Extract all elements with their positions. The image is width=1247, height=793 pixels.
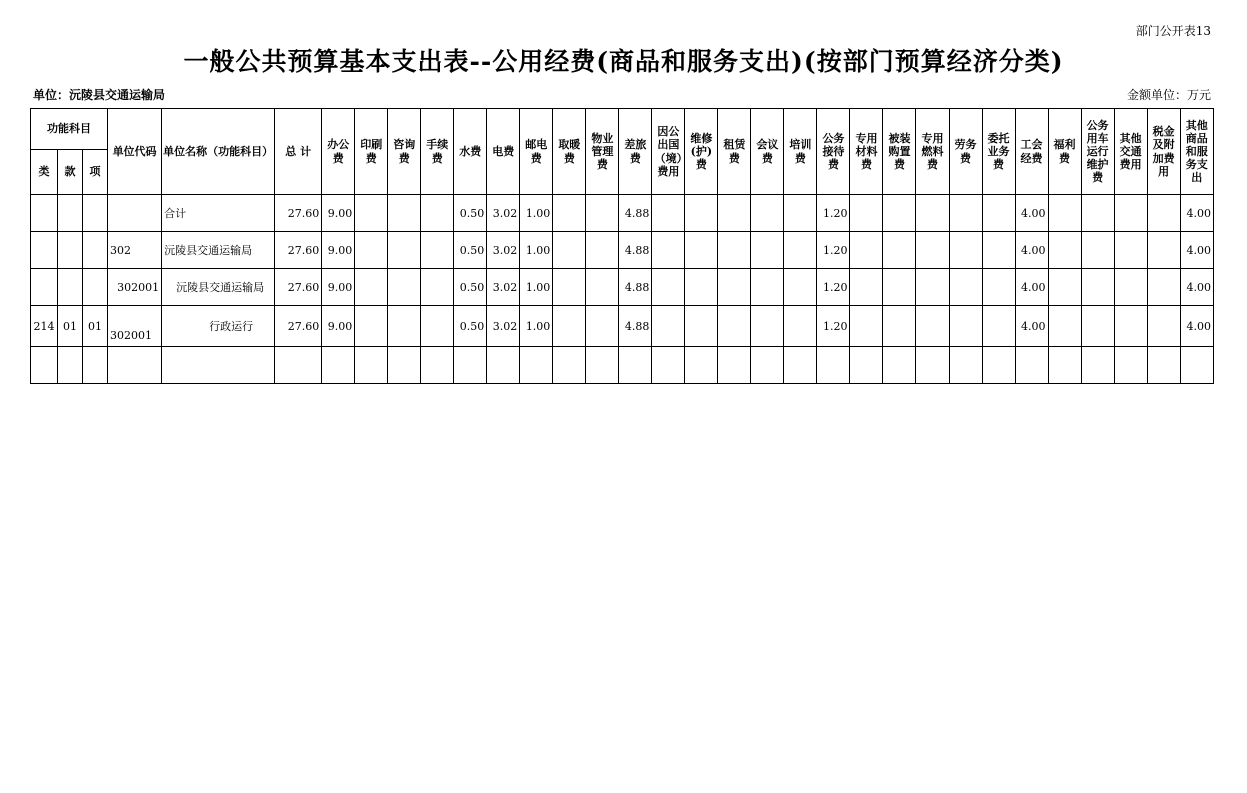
cell-value (553, 347, 586, 384)
header-total: 总 计 (275, 109, 322, 195)
cell-value: 9.00 (322, 195, 355, 232)
cell-value (751, 347, 784, 384)
cell-value (718, 269, 751, 306)
cell-value: 3.02 (487, 232, 520, 269)
table-row (31, 195, 1214, 232)
cell-value (1114, 269, 1147, 306)
cell-value: 0.50 (454, 232, 487, 269)
cell-value (1048, 232, 1081, 269)
cell-value (1147, 269, 1180, 306)
cell-value (652, 306, 685, 347)
cell-total: 27.60 (275, 306, 322, 347)
cell-value: 1.00 (520, 306, 553, 347)
header-unit-code: 单位代码 (108, 109, 162, 195)
cell-kuan (58, 347, 83, 384)
cell-value (487, 347, 520, 384)
cell-value (355, 306, 388, 347)
table-row (31, 306, 1214, 347)
cell-lei (31, 347, 58, 384)
cell-value (388, 347, 421, 384)
cell-value (916, 269, 949, 306)
cell-xiang (83, 195, 108, 232)
form-number-label: 部门公开表13 (1135, 24, 1211, 38)
cell-value: 4.00 (1015, 306, 1048, 347)
cell-value (421, 347, 454, 384)
cell-xiang (83, 347, 108, 384)
cell-kuan (58, 232, 83, 269)
cell-value (982, 195, 1015, 232)
cell-value (652, 195, 685, 232)
cell-value (388, 232, 421, 269)
cell-value: 1.20 (817, 269, 850, 306)
cell-value (718, 347, 751, 384)
table-row (31, 347, 1214, 384)
table-row (31, 232, 1214, 269)
cell-value (586, 347, 619, 384)
cell-value (1081, 232, 1114, 269)
cell-value (982, 232, 1015, 269)
cell-value (685, 232, 718, 269)
cell-value (916, 306, 949, 347)
cell-value: 4.00 (1015, 232, 1048, 269)
cell-value (1114, 232, 1147, 269)
header-func-group: 功能科目 (31, 109, 108, 150)
cell-value (883, 347, 916, 384)
cell-total: 27.60 (275, 195, 322, 232)
header-col: 委托业务费 (982, 109, 1015, 195)
cell-value (916, 195, 949, 232)
cell-kuan (58, 269, 83, 306)
cell-value (751, 195, 784, 232)
cell-value (916, 347, 949, 384)
cell-value: 1.20 (817, 195, 850, 232)
header-col: 差旅费 (619, 109, 652, 195)
cell-value (949, 306, 982, 347)
cell-value (784, 232, 817, 269)
header-col: 专用材料费 (850, 109, 883, 195)
currency-unit-label: 金额单位：万元 (1126, 88, 1211, 102)
cell-value: 1.20 (817, 232, 850, 269)
cell-value (850, 195, 883, 232)
cell-value (784, 195, 817, 232)
cell-value: 4.00 (1015, 269, 1048, 306)
cell-value (1114, 347, 1147, 384)
cell-unit-name: 沅陵县交通运输局 (162, 232, 275, 269)
table-row (31, 269, 1214, 306)
cell-unit-name: 合计 (162, 195, 275, 232)
cell-value: 4.00 (1180, 232, 1213, 269)
cell-value (421, 269, 454, 306)
header-col: 公务接待费 (817, 109, 850, 195)
cell-value (784, 347, 817, 384)
header-col: 其他商品和服务支出 (1180, 109, 1213, 195)
cell-value (751, 232, 784, 269)
cell-value (421, 306, 454, 347)
cell-unit-code: 302001 (108, 269, 162, 306)
cell-unit-name: 行政运行 (162, 306, 275, 347)
cell-value (1048, 195, 1081, 232)
cell-value: 9.00 (322, 306, 355, 347)
header-col: 手续费 (421, 109, 454, 195)
cell-value (1048, 347, 1081, 384)
cell-value (619, 347, 652, 384)
cell-value (949, 232, 982, 269)
header-col: 水费 (454, 109, 487, 195)
table-body (31, 195, 1214, 384)
cell-unit-name: 沅陵县交通运输局 (162, 269, 275, 306)
cell-value: 3.02 (487, 269, 520, 306)
cell-value (388, 306, 421, 347)
cell-value (553, 195, 586, 232)
cell-value: 4.88 (619, 269, 652, 306)
cell-value (388, 195, 421, 232)
cell-value (1180, 347, 1213, 384)
cell-value: 0.50 (454, 269, 487, 306)
cell-value (850, 269, 883, 306)
cell-unit-code (108, 195, 162, 232)
cell-value (751, 306, 784, 347)
cell-total (275, 347, 322, 384)
cell-lei (31, 269, 58, 306)
cell-kuan: 01 (58, 306, 83, 347)
header-col: 劳务费 (949, 109, 982, 195)
cell-value: 4.88 (619, 232, 652, 269)
cell-value: 4.00 (1180, 195, 1213, 232)
header-xiang: 项 (83, 150, 108, 195)
cell-value: 1.20 (817, 306, 850, 347)
cell-value (982, 347, 1015, 384)
cell-value: 1.00 (520, 232, 553, 269)
header-lei: 类 (31, 150, 58, 195)
cell-value (586, 232, 619, 269)
cell-value: 1.00 (520, 195, 553, 232)
cell-unit-code (108, 347, 162, 384)
header-col: 邮电费 (520, 109, 553, 195)
header-unit-name: 单位名称（功能科目） (162, 109, 275, 195)
page-title: 一般公共预算基本支出表--公用经费(商品和服务支出)(按部门预算经济分类) (183, 47, 1064, 76)
cell-value (355, 269, 388, 306)
cell-value (883, 195, 916, 232)
header-col: 专用燃料费 (916, 109, 949, 195)
cell-value (586, 306, 619, 347)
cell-value: 0.50 (454, 306, 487, 347)
header-col: 取暖费 (553, 109, 586, 195)
department-unit-label: 单位：沅陵县交通运输局 (33, 88, 166, 102)
cell-value (586, 269, 619, 306)
header-col: 物业管理费 (586, 109, 619, 195)
cell-value (1081, 269, 1114, 306)
cell-value (355, 232, 388, 269)
cell-value (718, 306, 751, 347)
cell-unit-name (162, 347, 275, 384)
cell-value (685, 195, 718, 232)
cell-value (1147, 232, 1180, 269)
cell-value (553, 306, 586, 347)
cell-lei: 214 (31, 306, 58, 347)
cell-value (685, 306, 718, 347)
cell-value: 4.00 (1180, 306, 1213, 347)
header-col: 工会经费 (1015, 109, 1048, 195)
cell-value (751, 269, 784, 306)
cell-value (784, 269, 817, 306)
header-col: 税金及附加费用 (1147, 109, 1180, 195)
cell-value (817, 347, 850, 384)
header-col: 福利费 (1048, 109, 1081, 195)
cell-value (454, 347, 487, 384)
cell-unit-code: 302 (108, 232, 162, 269)
cell-value (1081, 347, 1114, 384)
cell-value (421, 195, 454, 232)
header-col: 被装购置费 (883, 109, 916, 195)
cell-value: 3.02 (487, 306, 520, 347)
cell-value: 0.50 (454, 195, 487, 232)
cell-value: 4.00 (1015, 195, 1048, 232)
cell-value (982, 306, 1015, 347)
cell-value (553, 232, 586, 269)
cell-value: 1.00 (520, 269, 553, 306)
cell-value (1114, 195, 1147, 232)
cell-value (718, 195, 751, 232)
cell-kuan (58, 195, 83, 232)
header-col: 电费 (487, 109, 520, 195)
cell-total: 27.60 (275, 269, 322, 306)
cell-lei (31, 195, 58, 232)
cell-value (685, 347, 718, 384)
cell-value (883, 232, 916, 269)
header-col: 因公出国（境）费用 (652, 109, 685, 195)
cell-value (1048, 306, 1081, 347)
cell-value (421, 232, 454, 269)
cell-value (1114, 306, 1147, 347)
cell-value: 9.00 (322, 232, 355, 269)
cell-value (553, 269, 586, 306)
header-col: 其他交通费用 (1114, 109, 1147, 195)
cell-unit-code: 302001 (108, 306, 162, 347)
cell-xiang: 01 (83, 306, 108, 347)
cell-value (586, 195, 619, 232)
cell-xiang (83, 269, 108, 306)
cell-value (685, 269, 718, 306)
header-col: 维修(护)费 (685, 109, 718, 195)
cell-value (718, 232, 751, 269)
cell-value (916, 232, 949, 269)
header-col: 公务用车运行维护费 (1081, 109, 1114, 195)
cell-value (388, 269, 421, 306)
cell-value (949, 347, 982, 384)
cell-value (652, 232, 685, 269)
cell-value: 9.00 (322, 269, 355, 306)
cell-total: 27.60 (275, 232, 322, 269)
cell-value (1015, 347, 1048, 384)
cell-value (355, 195, 388, 232)
cell-value (949, 269, 982, 306)
cell-lei (31, 232, 58, 269)
cell-value (322, 347, 355, 384)
cell-value (355, 347, 388, 384)
header-col: 办公费 (322, 109, 355, 195)
header-col: 印刷费 (355, 109, 388, 195)
cell-value (520, 347, 553, 384)
cell-value: 3.02 (487, 195, 520, 232)
header-col: 租赁费 (718, 109, 751, 195)
cell-value (1048, 269, 1081, 306)
cell-value: 4.00 (1180, 269, 1213, 306)
header-kuan: 款 (58, 150, 83, 195)
cell-value (850, 232, 883, 269)
header-col: 培训费 (784, 109, 817, 195)
cell-value (784, 306, 817, 347)
cell-value (1081, 306, 1114, 347)
cell-value (982, 269, 1015, 306)
cell-value (1147, 195, 1180, 232)
cell-value (1147, 347, 1180, 384)
cell-value (883, 306, 916, 347)
header-col: 咨询费 (388, 109, 421, 195)
cell-value (652, 347, 685, 384)
cell-value (949, 195, 982, 232)
cell-value (652, 269, 685, 306)
cell-value (883, 269, 916, 306)
cell-value (850, 306, 883, 347)
cell-value (1081, 195, 1114, 232)
cell-value: 4.88 (619, 195, 652, 232)
cell-value: 4.88 (619, 306, 652, 347)
budget-table (30, 108, 1214, 384)
cell-value (850, 347, 883, 384)
cell-xiang (83, 232, 108, 269)
header-col: 会议费 (751, 109, 784, 195)
cell-value (1147, 306, 1180, 347)
